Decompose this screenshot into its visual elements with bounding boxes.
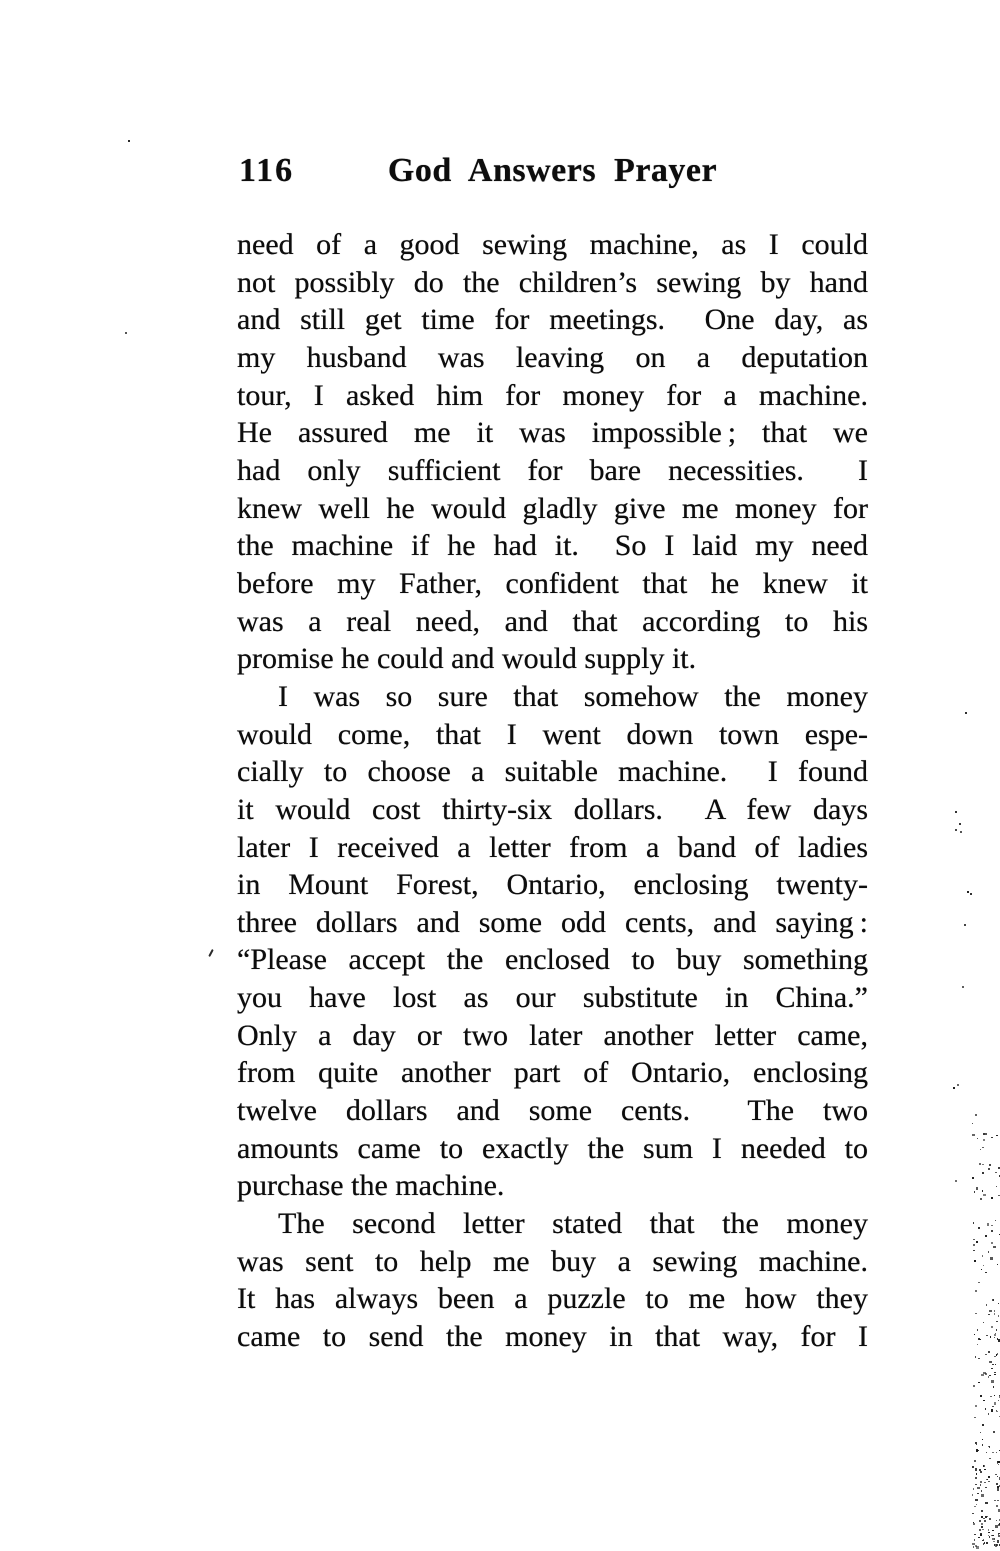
text-line: promise he could and would supply it. (237, 642, 697, 676)
scan-noise-dot (993, 1386, 994, 1388)
scan-noise-dot (996, 1520, 997, 1521)
scan-noise-dot (983, 1372, 986, 1374)
scan-noise-dot (983, 1465, 985, 1467)
scan-noise-dot (972, 1494, 973, 1496)
scan-noise-dot (992, 1299, 993, 1301)
scan-noise-dot (979, 1529, 981, 1531)
scan-noise-dot (988, 1351, 990, 1353)
scan-noise-dot (996, 1354, 997, 1356)
scan-noise-dot (992, 1452, 994, 1453)
scan-noise-dot (964, 924, 966, 926)
scan-noise-dot (994, 1356, 996, 1357)
scan-noise-dot (996, 1321, 998, 1322)
scan-noise-dot (974, 1534, 976, 1535)
scan-noise-dot (981, 1510, 983, 1512)
scan-noise-dot (959, 823, 961, 825)
scan-noise-dot (981, 1374, 984, 1376)
scan-noise-dot (975, 1356, 976, 1358)
scan-noise-dot (994, 1313, 995, 1315)
scan-noise-dot (985, 1272, 987, 1273)
scan-noise-dot (996, 1411, 998, 1412)
scan-noise-dot (991, 1242, 993, 1244)
scan-noise-dot (980, 1533, 982, 1536)
scan-noise-dot (965, 712, 967, 714)
scan-noise-dot (967, 891, 969, 893)
scan-noise-dot (996, 1135, 998, 1136)
scan-noise-dot (982, 1164, 984, 1165)
scan-noise-dot (997, 1540, 999, 1543)
scan-noise-dot (983, 1194, 986, 1196)
text-line: was sent to help me buy a sewing machine. (237, 1244, 868, 1278)
text-line: you have lost as our substitute in China.” (237, 981, 868, 1015)
scan-noise-dot (975, 1290, 977, 1292)
scan-noise-dot (989, 1458, 991, 1459)
scan-noise-dot (992, 1364, 994, 1365)
scan-noise-dot (981, 1269, 982, 1270)
scan-noise-dot (988, 1376, 989, 1378)
scan-noise-dot (981, 1526, 983, 1528)
scan-noise-dot (998, 1400, 999, 1401)
scan-noise-dot (994, 1372, 996, 1373)
scan-noise-dot (983, 1265, 984, 1266)
scan-noise-dot (973, 1522, 974, 1523)
scan-noise-dot (996, 1329, 997, 1331)
scan-noise-dot (981, 1516, 983, 1518)
text-line: and still get time for meetings. One day, as (237, 303, 868, 337)
scan-noise-dot (973, 1222, 974, 1224)
scan-noise-dot (982, 1439, 983, 1440)
scan-noise-dot (997, 1500, 999, 1501)
scan-noise-dot (976, 1449, 978, 1452)
scan-noise-dot (994, 1395, 995, 1396)
scan-noise-dot (991, 1225, 993, 1226)
scan-noise-dot (994, 1402, 996, 1405)
scan-noise-dot (978, 1338, 980, 1340)
scan-noise-dot (983, 1322, 984, 1323)
scan-noise-dot (973, 1385, 975, 1387)
scan-noise-dot (988, 1413, 989, 1415)
scan-noise-dot (976, 1546, 979, 1549)
scan-noise-dot (979, 1469, 981, 1471)
scan-noise-dot (986, 1304, 987, 1306)
scan-noise-dot (974, 1191, 975, 1193)
scan-noise-dot (980, 1432, 981, 1433)
scan-noise-dot (986, 1479, 988, 1480)
scan-noise-dot (979, 1339, 981, 1340)
scan-noise-dot (974, 1506, 976, 1507)
text-line: “Please accept the enclosed to buy something (237, 943, 868, 977)
scan-noise-dot (997, 1463, 998, 1464)
text-line: need of a good sewing machine, as I could (237, 228, 868, 261)
text-line: The second letter stated that the money (278, 1207, 868, 1241)
text-line: later I received a letter from a band of ladies (237, 830, 868, 864)
text-line: from quite another part of Ontario, enclosing (237, 1056, 868, 1090)
scan-noise-dot (987, 1479, 988, 1480)
scan-noise-dot (982, 1540, 984, 1541)
scan-noise-dot (975, 1313, 977, 1314)
scan-noise-dot (984, 1469, 986, 1470)
scan-noise-dot (975, 1114, 977, 1116)
scan-noise-dot (992, 1538, 994, 1540)
scan-noise-dot (981, 1494, 984, 1497)
scan-noise-dot (991, 1535, 992, 1536)
scan-noise-dot (990, 1396, 992, 1397)
scan-noise-dot (977, 1138, 978, 1139)
scan-noise-dot (983, 1400, 985, 1401)
scan-noise-dot (972, 1134, 975, 1136)
scan-noise-dot (989, 1518, 991, 1520)
scan-noise-dot (977, 1487, 980, 1489)
scan-noise-dot (996, 1505, 998, 1507)
text-line: tour, I asked him for money for a machine. (237, 378, 868, 412)
scan-noise-dot (998, 1464, 999, 1465)
scan-noise-dot (982, 1424, 984, 1426)
scan-noise-dot (981, 1490, 982, 1492)
scan-noise-dot (995, 1364, 996, 1365)
text-line: twelve dollars and some cents. The two (237, 1094, 868, 1128)
scan-noise-dot (983, 1539, 984, 1540)
scan-noise-dot (978, 1227, 980, 1229)
scan-noise-dot (988, 1314, 990, 1315)
text-line: I was so sure that somehow the money (278, 679, 868, 713)
scan-noise-dot (972, 1466, 974, 1468)
scan-noise-dot (973, 1244, 975, 1246)
scan-noise-dot (972, 1123, 973, 1124)
scan-noise-dot (989, 1375, 991, 1376)
scan-noise-dot (989, 1446, 990, 1448)
scan-noise-dot (982, 1147, 984, 1148)
scan-noise-dot (953, 1087, 955, 1089)
scan-noise-dot (991, 1380, 994, 1383)
scan-noise-dot (980, 1149, 981, 1150)
scan-noise-dot (997, 1476, 998, 1477)
scan-noise-dot (991, 1409, 993, 1412)
scan-noise-dot (984, 1520, 986, 1522)
scan-noise-dot (988, 1535, 989, 1536)
scan-noise-dot (982, 1172, 984, 1174)
scan-noise-dot (973, 1523, 975, 1525)
text-line: was a real need, and that according to his (237, 604, 868, 638)
scan-noise-dot (975, 1484, 977, 1485)
scan-noise-dot (996, 1410, 997, 1411)
scan-noise-dot (982, 1190, 983, 1192)
text-line: came to send the money in that way, for I (237, 1320, 868, 1354)
scan-noise-dot (979, 1520, 981, 1522)
scan-noise-dot (985, 1354, 987, 1355)
scan-noise-dot (972, 1513, 974, 1514)
scan-noise-dot (988, 1446, 990, 1447)
scan-noise-dot (997, 1338, 998, 1340)
scan-noise-dot (980, 1481, 982, 1483)
scan-noise-dot (982, 1255, 983, 1257)
scan-noise-dot (991, 1137, 993, 1138)
scan-speck (125, 332, 127, 334)
scan-noise-dot (992, 1535, 994, 1536)
scan-noise-dot (985, 1408, 986, 1410)
scan-noise-dot (990, 1361, 992, 1363)
scan-noise-dot (955, 829, 957, 831)
scan-noise-dot (973, 1239, 975, 1240)
scan-noise-dot (991, 1230, 993, 1232)
scan-noise-dot (976, 1444, 977, 1445)
scan-noise-dot (955, 811, 957, 813)
scan-noise-dot (973, 1546, 974, 1548)
scan-noise-dot (974, 1539, 975, 1541)
scan-noise-dot (983, 1133, 985, 1135)
scan-noise-dot (985, 1373, 987, 1375)
scan-noise-dot (985, 1133, 987, 1135)
scan-noise-dot (974, 1417, 976, 1418)
scan-noise-dot (983, 1543, 984, 1545)
text-line: Only a day or two later another letter came, (237, 1018, 868, 1052)
text-line: purchase the machine. (237, 1169, 505, 1203)
scan-noise-dot (994, 1334, 996, 1336)
scan-noise-dot (995, 1544, 997, 1547)
scan-noise-dot (978, 1537, 980, 1538)
text-line: three dollars and some odd cents, and saying : (237, 905, 868, 939)
scan-noise-dot (962, 986, 964, 988)
scan-speck (128, 140, 130, 142)
scan-noise-dot (975, 1545, 977, 1547)
scan-noise-dot (996, 1452, 997, 1453)
scan-noise-dot (980, 1534, 982, 1536)
scan-noise-dot (993, 1246, 996, 1248)
scan-noise-dot (991, 1326, 993, 1328)
scan-noise-dot (983, 1139, 985, 1141)
scan-noise-dot (988, 1532, 990, 1533)
scan-noise-dot (974, 1334, 975, 1335)
scan-noise-dot (994, 1544, 995, 1546)
scan-noise-dot (979, 1163, 981, 1165)
scan-noise-dot (977, 1329, 978, 1331)
scan-noise-dot (993, 1431, 995, 1433)
scan-noise-dot (992, 1530, 994, 1531)
scan-speck (208, 949, 214, 957)
scan-noise-dot (997, 1264, 998, 1265)
scan-noise-dot (975, 1405, 977, 1407)
scan-noise-dot (989, 1164, 991, 1166)
scan-noise-dot (975, 1499, 978, 1501)
scan-noise-dot (976, 1473, 977, 1475)
scan-noise-dot (988, 1481, 990, 1482)
scan-noise-dot (984, 1542, 985, 1544)
text-line: it would cost thirty-six dollars. A few days (237, 792, 868, 826)
text-line: knew well he would gladly give me money for (237, 491, 868, 525)
scan-noise-dot (957, 1084, 959, 1086)
scan-noise-dot (984, 1482, 986, 1483)
text-line: cially to choose a suitable machine. I found (237, 755, 868, 789)
scan-noise-dot (976, 1187, 978, 1190)
scan-noise-dot (998, 1534, 999, 1535)
scan-noise-dot (996, 1483, 998, 1485)
scan-noise-dot (977, 1344, 978, 1345)
scan-noise-dot (996, 1186, 997, 1187)
scan-noise-dot (988, 1476, 990, 1478)
scan-noise-dot (995, 1333, 996, 1334)
scan-noise-dot (981, 1523, 983, 1525)
scan-noise-dot (980, 1395, 982, 1397)
text-line: the machine if he had it. So I laid my need (237, 529, 868, 563)
scan-noise-dot (989, 1310, 992, 1312)
scan-noise-dot (989, 1361, 990, 1363)
text-line: had only sufficient for bare necessities. I (237, 453, 868, 487)
scan-noise-dot (994, 1337, 995, 1338)
scan-noise-dot (970, 893, 972, 895)
scan-noise-dot (990, 1257, 993, 1260)
scan-noise-dot (980, 1484, 981, 1486)
scan-noise-dot (972, 1543, 975, 1545)
scan-noise-dot (997, 1488, 999, 1491)
scan-noise-dot (980, 1471, 982, 1473)
scan-noise-dot (997, 1353, 998, 1355)
scan-noise-dot (973, 1488, 974, 1490)
text-line: not possibly do the children’s sewing by hand (237, 265, 868, 299)
scan-noise-dot (985, 1502, 988, 1504)
page-header (237, 148, 868, 194)
scan-noise-dot (983, 1465, 984, 1467)
scan-noise-dot (989, 1536, 990, 1538)
scan-noise-dot (977, 1493, 979, 1494)
scan-noise-dot (986, 1452, 987, 1453)
scan-noise-dot (976, 1241, 978, 1243)
scan-noise-dot (960, 831, 962, 833)
text-line: amounts came to exactly the sum I needed to (237, 1131, 868, 1165)
scan-noise-dot (998, 1315, 999, 1317)
scan-noise-dot (996, 1544, 998, 1546)
scan-noise-dot (990, 1336, 991, 1338)
scan-noise-dot (988, 1251, 989, 1253)
scan-noise-dot (986, 1542, 988, 1544)
scan-noise-dot (976, 1504, 977, 1505)
scan-noise-dot (987, 1516, 988, 1517)
text-line: my husband was leaving on a deputation (237, 340, 868, 374)
scan-noise-dot (995, 1474, 997, 1475)
scan-noise-dot (973, 1250, 975, 1251)
scan-noise-dot (974, 1460, 976, 1462)
body-text (237, 226, 868, 1356)
scan-noise-dot (994, 1500, 996, 1501)
scan-noise-dot (997, 1486, 999, 1488)
text-line: in Mount Forest, Ontario, enclosing twenty- (237, 868, 868, 902)
scan-noise-dot (995, 1172, 997, 1173)
scan-noise-dot (993, 1299, 994, 1301)
scan-noise-dot (986, 1335, 988, 1336)
scan-noise-dot (975, 1442, 977, 1444)
scan-noise-dot (997, 1461, 999, 1463)
scan-noise-dot (983, 1518, 985, 1519)
scan-noise-dot (991, 1197, 993, 1199)
scan-noise-dot (978, 1358, 980, 1359)
scan-noise-dot (982, 1444, 983, 1446)
scan-noise-dot (995, 1525, 998, 1528)
scan-noise-dot (993, 1541, 995, 1542)
scan-noise-dot (994, 1374, 996, 1375)
scan-noise-dot (975, 1477, 977, 1479)
text-line: He assured me it was impossible ; that we (237, 416, 868, 450)
scan-noise-dot (978, 1282, 980, 1283)
text-line: It has always been a puzzle to me how they (237, 1282, 868, 1316)
scan-noise-dot (994, 1310, 995, 1312)
scan-noise-dot (985, 1235, 987, 1237)
scan-noise-dot (995, 1220, 996, 1221)
scan-noise-dot (980, 1198, 982, 1200)
scan-noise-dot (977, 1450, 979, 1451)
scan-noise-dot (988, 1529, 989, 1531)
scan-noise-dot (992, 1406, 994, 1407)
scan-noise-dot (985, 1487, 987, 1488)
text-line: would come, that I went down town espe- (237, 717, 868, 751)
scan-noise-dot (978, 1382, 980, 1383)
page-number: 116 (239, 152, 295, 189)
scan-noise-dot (987, 1223, 989, 1226)
scan-noise-dot (994, 1538, 995, 1540)
scan-noise-dot (985, 1516, 987, 1518)
scan-noise-dot (982, 1529, 984, 1530)
scan-noise-dot (975, 1468, 977, 1471)
scan-noise-dot (998, 1303, 999, 1304)
running-title: God Answers Prayer (387, 152, 718, 189)
scan-noise-dot (988, 1168, 990, 1170)
scan-noise-dot (991, 1368, 993, 1369)
scan-noise-dot (974, 1260, 976, 1262)
scan-noise-dot (972, 1177, 974, 1179)
text-line: before my Father, confident that he knew it (237, 566, 868, 600)
scan-noise-dot (955, 1180, 957, 1182)
